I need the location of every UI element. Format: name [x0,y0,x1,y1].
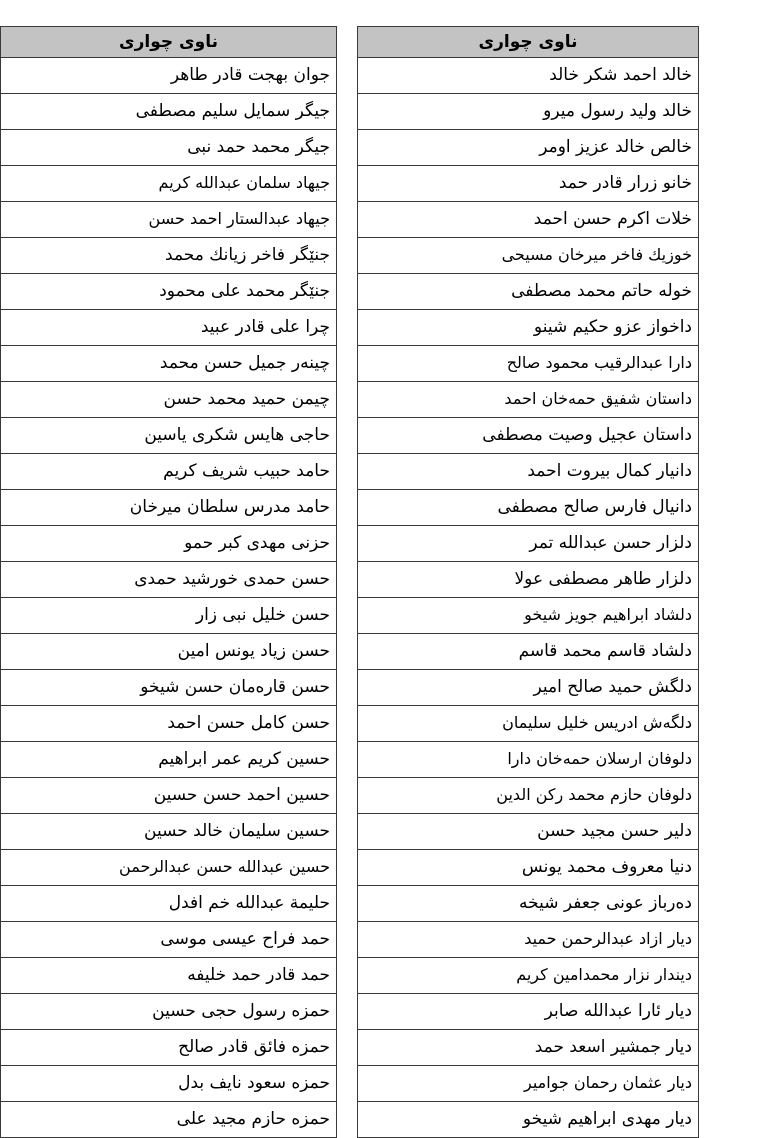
name-cell: حمزه فائق قادر صالح [1,1030,337,1066]
table-row [1,1102,337,1138]
name-cell: جیهاد سلمان عبدالله كریم [1,166,337,202]
name-cell: جیهاد عبدالستار احمد حسن [1,202,337,238]
tables-container [0,26,779,1138]
table-row [358,1066,699,1102]
table-row [358,202,699,238]
name-cell: دارا عبدالرقیب محمود صالح [358,346,699,382]
table-row [1,634,337,670]
table-row [1,922,337,958]
table-row [358,238,699,274]
name-cell: دلگەش ادریس خلیل سلیمان [358,706,699,742]
table-row [358,166,699,202]
name-cell: خوزیك فاخر میرخان مسیحی [358,238,699,274]
table-row [1,166,337,202]
table-header-left [358,27,699,58]
name-cell: خلات اكرم حسن احمد [358,202,699,238]
name-cell: حسن قارەمان حسن شیخو [1,670,337,706]
table-row [1,670,337,706]
table-body-right [1,58,337,1138]
table-row [358,850,699,886]
names-table-right-block [0,26,337,1138]
table-row [358,274,699,310]
name-cell: داستان عجیل وصیت مصطفی [358,418,699,454]
table-row [1,130,337,166]
table-row [358,994,699,1030]
table-row [358,58,699,94]
table-row [358,1030,699,1066]
table-row [1,742,337,778]
table-row [1,778,337,814]
name-cell: دەرباز عونی جعفر شیخه [358,886,699,922]
table-row [1,994,337,1030]
table-row [358,598,699,634]
table-row [358,310,699,346]
name-cell: دلشاد ابراهیم جویز شیخو [358,598,699,634]
name-cell: چرا علی قادر عبید [1,310,337,346]
name-cell: خالد ولید رسول میرو [358,94,699,130]
table-row [1,346,337,382]
name-cell: دنیا معروف محمد یونس [358,850,699,886]
table-row [358,958,699,994]
table-row [358,814,699,850]
name-cell: خالد احمد شكر خالد [358,58,699,94]
table-row [358,706,699,742]
header-row [1,27,337,58]
name-cell: دلشاد قاسم محمد قاسم [358,634,699,670]
table-row [1,238,337,274]
table-row [358,130,699,166]
name-cell: حامد حبیب شریف كریم [1,454,337,490]
name-cell: حسن زیاد یونس امین [1,634,337,670]
name-cell: چیمن حمید محمد حسن [1,382,337,418]
name-cell: حسین احمد حسن حسین [1,778,337,814]
table-row [1,490,337,526]
name-cell: حمد فراح عیسی موسی [1,922,337,958]
table-row [358,742,699,778]
name-cell: دلزار طاهر مصطفی عولا [358,562,699,598]
name-cell: چینەر جمیل حسن محمد [1,346,337,382]
table-row [1,958,337,994]
name-cell: حامد مدرس سلطان میرخان [1,490,337,526]
name-cell: خانو زرار قادر حمد [358,166,699,202]
name-cell: حزنی مهدی كبر حمو [1,526,337,562]
name-cell: دانیار كمال بیروت احمد [358,454,699,490]
name-cell: حسین عبدالله حسن عبدالرحمن [1,850,337,886]
name-cell: داخواز عزو حكیم شینو [358,310,699,346]
table-row [358,634,699,670]
table-row [1,310,337,346]
name-cell: خالص خالد عزیز اومر [358,130,699,166]
table-row [358,886,699,922]
table-row [358,922,699,958]
name-cell: دیار ئارا عبدالله صابر [358,994,699,1030]
name-cell: حسین كریم عمر ابراهیم [1,742,337,778]
name-cell: حسین سلیمان خالد حسین [1,814,337,850]
table-row [1,418,337,454]
name-cell: دانیال فارس صالح مصطفی [358,490,699,526]
table-row [358,526,699,562]
table-body-left [358,58,699,1138]
table-row [1,526,337,562]
table-row [358,778,699,814]
name-cell: دیندار نزار محمدامین كریم [358,958,699,994]
table-row [358,346,699,382]
name-cell: جوان بهجت قادر طاهر [1,58,337,94]
name-cell: دلوفان ارسلان حمەخان دارا [358,742,699,778]
name-cell: حاجی هایس شكری یاسین [1,418,337,454]
table-row [1,814,337,850]
table-row [1,382,337,418]
name-cell: دلزار حسن عبدالله تمر [358,526,699,562]
table-row [1,202,337,238]
name-cell: خوله حاتم محمد مصطفی [358,274,699,310]
name-cell: حمزه سعود نایف بدل [1,1066,337,1102]
column-header-name: ناوی چواری [1,27,337,58]
column-header-name: ناوی چواری [358,27,699,58]
table-row [1,886,337,922]
name-cell: حمزه رسول حجی حسین [1,994,337,1030]
names-table-right [0,26,337,1138]
name-cell: دلگش حمید صالح امیر [358,670,699,706]
table-row [1,706,337,742]
name-cell: دلوفان حازم محمد ركن الدین [358,778,699,814]
table-row [358,562,699,598]
table-row [1,454,337,490]
table-row [1,562,337,598]
table-row [358,382,699,418]
table-row [358,670,699,706]
name-cell: حسن كامل حسن احمد [1,706,337,742]
table-row [358,94,699,130]
table-row [358,1102,699,1138]
table-row [1,1066,337,1102]
table-row [1,94,337,130]
name-cell: جنێگر فاخر زیانك محمد [1,238,337,274]
name-cell: داستان شفیق حمەخان احمد [358,382,699,418]
table-row [358,454,699,490]
names-table-left-block [357,26,699,1138]
table-row [1,850,337,886]
name-cell: جیگر سمایل سلیم مصطفی [1,94,337,130]
name-cell: دلیر حسن مجید حسن [358,814,699,850]
name-cell: دیار مهدی ابراهیم شیخو [358,1102,699,1138]
table-row [1,58,337,94]
table-header-right [1,27,337,58]
table-row [1,274,337,310]
name-cell: دیار جمشیر اسعد حمد [358,1030,699,1066]
name-cell: جیگر محمد حمد نبی [1,130,337,166]
name-cell: حمزه حازم مجید علی [1,1102,337,1138]
table-row [358,490,699,526]
table-row [1,1030,337,1066]
name-cell: حلیمة عبدالله خم افدل [1,886,337,922]
table-row [358,418,699,454]
names-table-left [357,26,699,1138]
header-row [358,27,699,58]
name-cell: جنێگر محمد علی محمود [1,274,337,310]
name-cell: دیار عثمان رحمان جوامیر [358,1066,699,1102]
name-cell: حسن خلیل نبی زار [1,598,337,634]
name-cell: حسن حمدی خورشید حمدی [1,562,337,598]
name-cell: دیار ازاد عبدالرحمن حمید [358,922,699,958]
table-row [1,598,337,634]
name-cell: حمد قادر حمد خلیفه [1,958,337,994]
